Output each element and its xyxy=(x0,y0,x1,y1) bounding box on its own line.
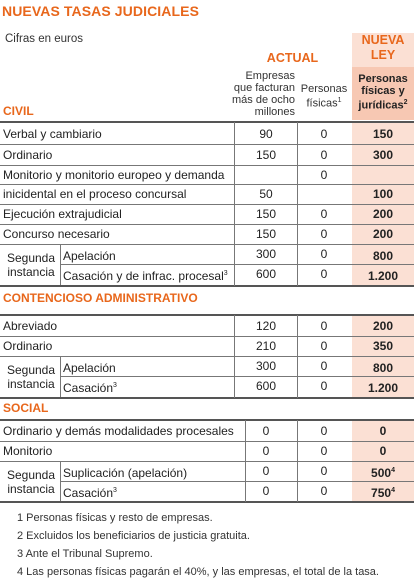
col-empresas-l4: millones xyxy=(254,106,295,118)
cell-empresas: 90 xyxy=(259,127,273,141)
footnote-2: 2 Excluidos los beneficiarios de justicia gratuita. xyxy=(17,530,250,542)
cell-nueva: 800 xyxy=(372,249,394,263)
cell-empresas: 300 xyxy=(255,359,277,373)
divider xyxy=(0,501,414,503)
subtitle: Cifras en euros xyxy=(5,33,83,45)
row-label: Casación$^3$ xyxy=(63,381,117,395)
col-personas-l1: Personas xyxy=(300,83,348,95)
cell-personas: 0 xyxy=(320,464,328,478)
divider xyxy=(60,244,61,286)
row-label: Ordinario xyxy=(3,339,53,353)
row-label: Apelación xyxy=(63,249,116,263)
cell-personas: 0 xyxy=(320,424,328,438)
cell-personas: 0 xyxy=(320,127,328,141)
divider xyxy=(297,315,298,398)
divider xyxy=(0,397,414,399)
cell-empresas: 120 xyxy=(255,319,277,333)
segunda-l1: Segunda xyxy=(6,251,56,265)
cell-empresas: 0 xyxy=(262,464,270,478)
col-empresas-l3: más de ocho xyxy=(232,94,295,106)
cell-personas: 0 xyxy=(320,444,328,458)
cell-nueva: $500^4$ xyxy=(371,466,395,480)
cell-empresas: 150 xyxy=(255,148,277,162)
page-title: NUEVAS TASAS JUDICIALES xyxy=(2,3,200,19)
cell-personas: 0 xyxy=(320,247,328,261)
divider xyxy=(297,122,298,286)
cell-nueva: 350 xyxy=(372,339,394,353)
cell-personas: 0 xyxy=(320,319,328,333)
col-empresas-l2: que facturan xyxy=(233,82,295,94)
cell-nueva: 200 xyxy=(372,227,394,241)
cell-nueva: 1.200 xyxy=(367,269,399,283)
col-nueva-l2: físicas y xyxy=(361,85,405,97)
segunda-l2: instancia xyxy=(7,265,55,279)
header-actual: ACTUAL xyxy=(266,51,319,65)
cell-nueva: $750^4$ xyxy=(371,486,395,500)
header-nueva-line2: LEY xyxy=(370,48,396,62)
segunda-instancia-label xyxy=(3,251,59,279)
cell-personas xyxy=(298,184,350,204)
row-label: Casación$^3$ xyxy=(63,486,117,500)
divider xyxy=(234,315,235,398)
cell-personas: 0 xyxy=(320,359,328,373)
segunda-l1: Segunda xyxy=(6,468,56,482)
col-nueva-l1: Personas xyxy=(358,73,408,85)
section-title-social: SOCIAL xyxy=(3,401,49,415)
cell-nueva: 100 xyxy=(372,187,394,201)
cell-empresas: 300 xyxy=(255,247,277,261)
row-label: Abreviado xyxy=(3,319,58,333)
row-label: Concurso necesario xyxy=(3,227,110,241)
cell-nueva: 300 xyxy=(372,148,394,162)
segunda-instancia-label xyxy=(3,363,59,391)
divider xyxy=(297,420,298,502)
cell-personas: 0 xyxy=(320,339,328,353)
cell-nueva: 0 xyxy=(379,424,387,438)
row-label: Verbal y cambiario xyxy=(3,127,102,141)
cell-empresas: 0 xyxy=(262,484,270,498)
cell-empresas: 0 xyxy=(262,444,270,458)
cell-empresas: 150 xyxy=(255,227,277,241)
col-nueva-l3: jurídicas$^2$ xyxy=(358,99,408,112)
cell-empresas: 50 xyxy=(259,187,273,201)
cell-empresas: 150 xyxy=(255,207,277,221)
cell-nueva: 800 xyxy=(372,361,394,375)
col-empresas-l1: Empresas xyxy=(245,70,295,82)
footnote-4: 4 Las personas físicas pagarán el 40%, y las empresas, el total de la tasa. xyxy=(17,566,379,578)
cell-personas: 0 xyxy=(320,168,328,182)
cell-personas: 0 xyxy=(320,207,328,221)
col-personas-l2: físicas$^1$ xyxy=(306,97,342,110)
cell-empresas xyxy=(236,165,296,185)
footnote-3: 3 Ante el Tribunal Supremo. xyxy=(17,548,153,560)
cell-nueva: 200 xyxy=(372,207,394,221)
cell-empresas: 600 xyxy=(255,267,277,281)
header-nueva-ley xyxy=(352,33,414,67)
row-label: Suplicación (apelación) xyxy=(63,466,188,480)
row-label: Monitorio y monitorio europeo y demanda xyxy=(3,168,225,182)
header-nueva-line1: NUEVA xyxy=(361,33,405,47)
segunda-instancia-label xyxy=(3,468,59,496)
cell-personas: 0 xyxy=(320,148,328,162)
row-label: Ordinario y demás modalidades procesales xyxy=(3,424,234,438)
cell-nueva xyxy=(352,165,414,185)
column-header-empresas xyxy=(225,70,295,118)
cell-personas: 0 xyxy=(320,379,328,393)
row-label: inicidental en el proceso concursal xyxy=(3,187,187,201)
cell-nueva: 0 xyxy=(379,444,387,458)
divider xyxy=(245,420,246,502)
divider xyxy=(0,285,414,287)
cell-personas: 0 xyxy=(320,227,328,241)
divider xyxy=(0,121,414,123)
row-label: Monitorio xyxy=(3,444,53,458)
cell-personas: 0 xyxy=(320,267,328,281)
row-label: Ordinario xyxy=(3,148,53,162)
section-title-civil: CIVIL xyxy=(3,104,34,118)
section-title-contencioso: CONTENCIOSO ADMINISTRATIVO xyxy=(3,291,198,305)
cell-personas: 0 xyxy=(320,484,328,498)
segunda-l1: Segunda xyxy=(6,363,56,377)
cell-nueva: 1.200 xyxy=(367,381,399,395)
segunda-l2: instancia xyxy=(7,377,55,391)
segunda-l2: instancia xyxy=(7,482,55,496)
row-label: Casación y de infrac. procesal$^3$ xyxy=(63,269,228,283)
cell-empresas: 210 xyxy=(255,339,277,353)
cell-nueva: 200 xyxy=(372,319,394,333)
row-label: Ejecución extrajudicial xyxy=(3,207,122,221)
cell-nueva: 150 xyxy=(372,127,394,141)
footnote-1: 1 Personas físicas y resto de empresas. xyxy=(17,512,213,524)
row-label: Apelación xyxy=(63,361,116,375)
cell-empresas: 0 xyxy=(262,424,270,438)
column-header-personas xyxy=(298,83,350,110)
cell-empresas: 600 xyxy=(255,379,277,393)
divider xyxy=(60,356,61,398)
column-header-nueva xyxy=(352,67,414,120)
divider xyxy=(234,122,235,286)
